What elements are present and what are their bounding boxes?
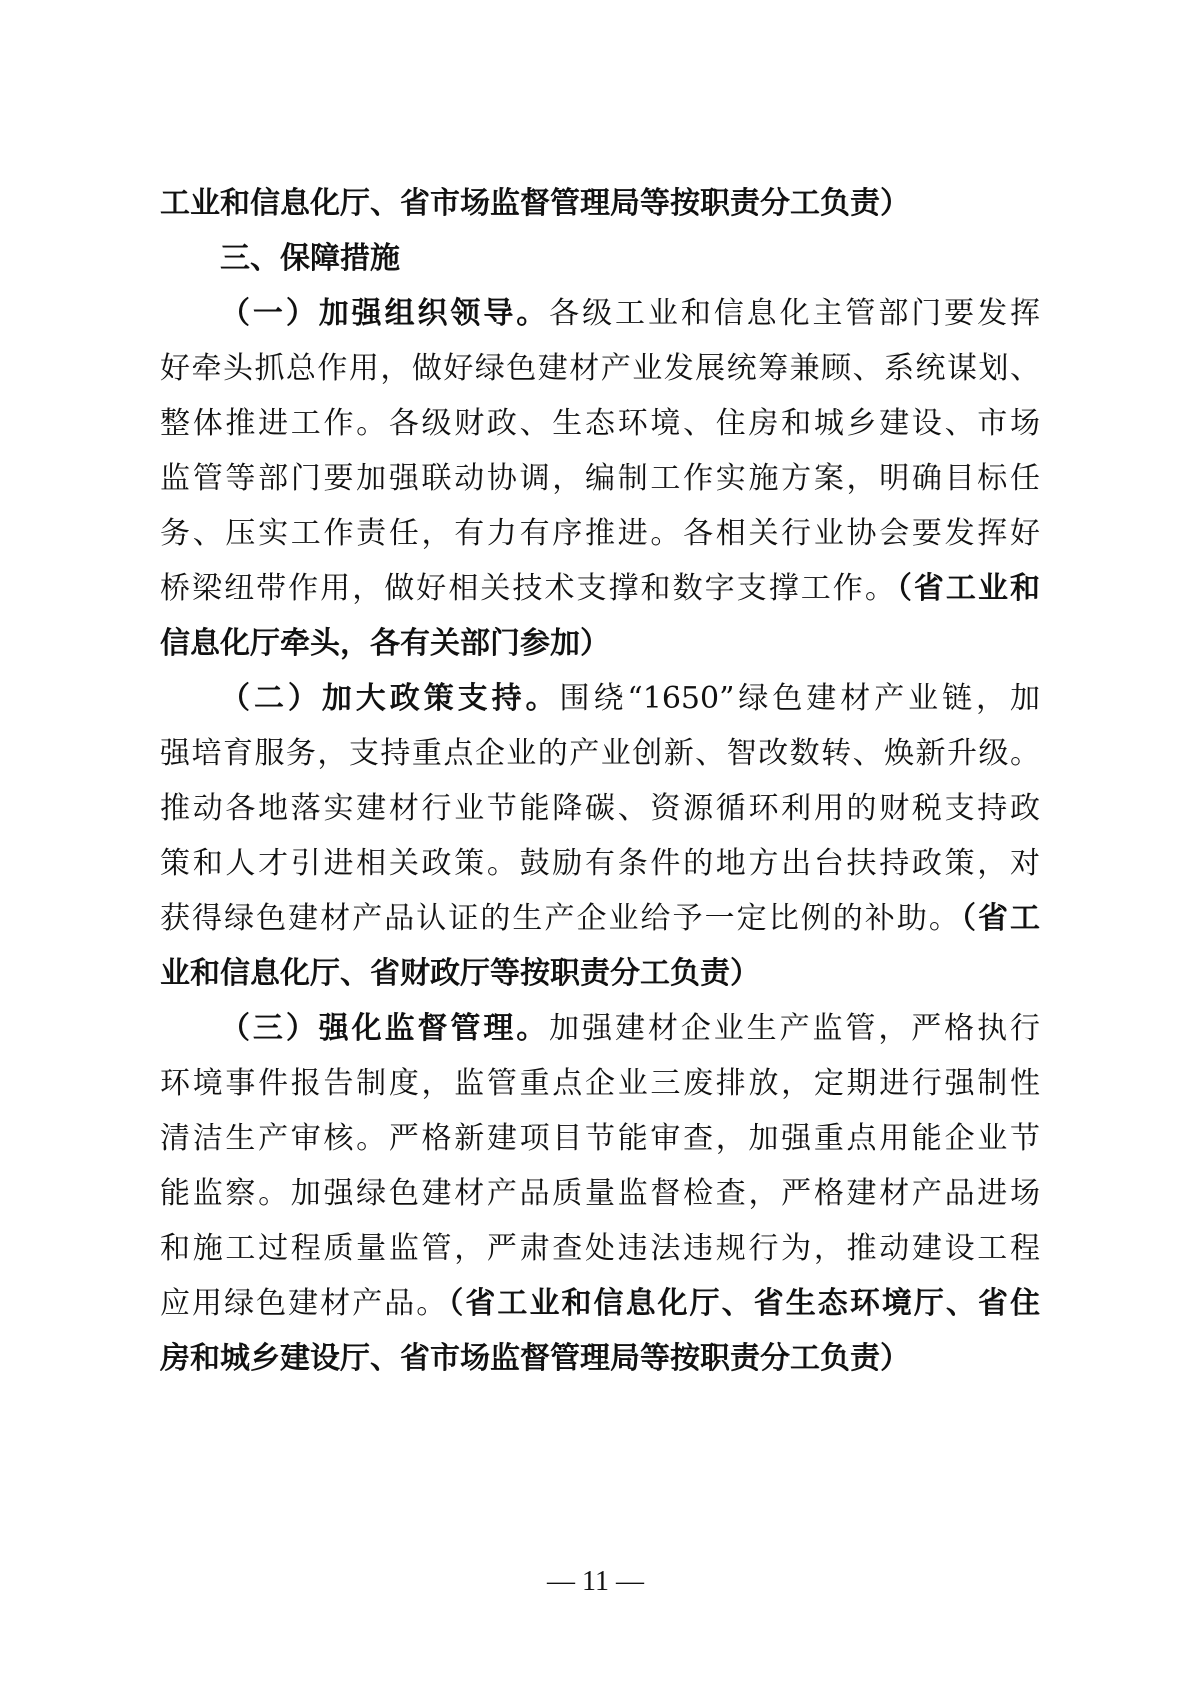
text-line: 和施工过程质量监管，严肃查处违法违规行为，推动建设工程 (160, 1231, 1040, 1266)
responsibility-note: （省工业和 (896, 571, 1041, 606)
paragraph-first-line (220, 290, 1040, 338)
responsibility-note: 信息化厅牵头，各有关部门参加） (160, 626, 610, 661)
text-line: 清洁生产审核。严格新建项目节能审查，加强重点用能企业节 (160, 1121, 1040, 1156)
text-line: 推动各地落实建材行业节能降碳、资源循环利用的财税支持政 (160, 791, 1040, 826)
responsibility-note: 业和信息化厅、省财政厅等按职责分工负责） (160, 956, 760, 991)
text-line: 策和人才引进相关政策。鼓励有条件的地方出台扶持政策，对 (160, 846, 1040, 881)
text-line: 务、压实工作责任，有力有序推进。各相关行业协会要发挥好 (160, 516, 1040, 551)
text-line (160, 565, 1040, 613)
section-heading: 三、保障措施 (220, 241, 400, 276)
text-line (160, 1280, 1040, 1328)
text-line: 能监察。加强绿色建材产品质量监督检查，严格建材产品进场 (160, 1176, 1040, 1211)
responsibility-note: 房和城乡建设厅、省市场监督管理局等按职责分工负责） (160, 1341, 910, 1376)
text-line: 环境事件报告制度，监管重点企业三废排放，定期进行强制性 (160, 1066, 1040, 1101)
text-line: 监管等部门要加强联动协调，编制工作实施方案，明确目标任 (160, 461, 1040, 496)
paragraph-text: 桥梁纽带作用，做好相关技术支撑和数字支撑工作。 (160, 571, 897, 606)
paragraph-text: 应用绿色建材产品。 (160, 1286, 449, 1321)
paragraph-first-line (220, 675, 1040, 723)
responsibility-note: （省工 (960, 901, 1041, 936)
paragraph-lead: （一）加强组织领导。 (220, 296, 550, 331)
paragraph-text: 各级工业和信息化主管部门要发挥 (549, 296, 1041, 331)
text-line: 强培育服务，支持重点企业的产业创新、智改数转、焕新升级。 (160, 736, 1040, 771)
paragraph-first-line (220, 1005, 1040, 1053)
text-line: 工业和信息化厅、省市场监督管理局等按职责分工负责） (160, 186, 910, 221)
paragraph-lead: （三）强化监督管理。 (220, 1011, 550, 1046)
paragraph-lead: （二）加大政策支持。 (220, 681, 560, 716)
paragraph-text: 获得绿色建材产品认证的生产企业给予一定比例的补助。 (160, 901, 961, 936)
page-number: — 11 — (547, 1566, 644, 1597)
responsibility-note: （省工业和信息化厅、省生态环境厅、省住 (448, 1286, 1041, 1321)
paragraph-text: 围绕“1650”绿色建材产业链，加 (559, 681, 1040, 716)
text-line (160, 895, 1040, 943)
text-line: 好牵头抓总作用，做好绿色建材产业发展统筹兼顾、系统谋划、 (160, 351, 1040, 386)
text-line: 整体推进工作。各级财政、生态环境、住房和城乡建设、市场 (160, 406, 1040, 441)
paragraph-text: 加强建材企业生产监管，严格执行 (549, 1011, 1041, 1046)
